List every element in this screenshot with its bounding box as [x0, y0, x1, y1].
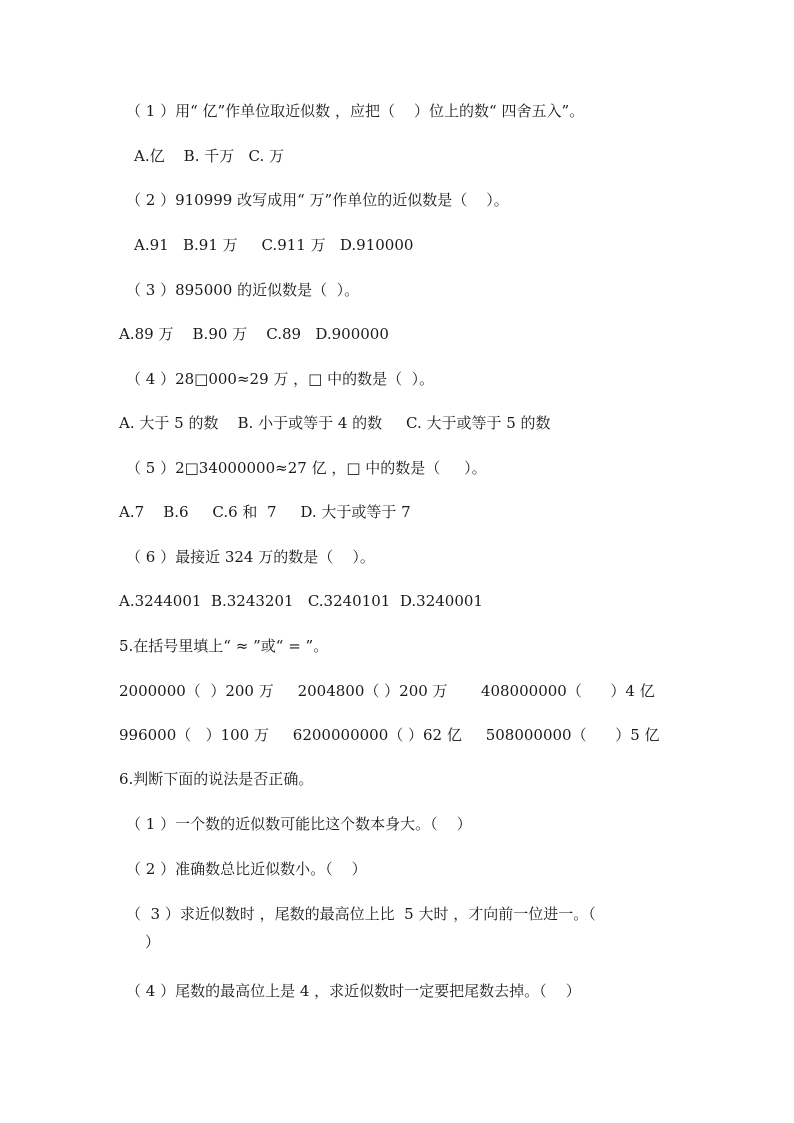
q6-options: A.3244001 B.3243201 C.3240101 D.3240001	[119, 592, 483, 610]
judge-2: （ 2 ）准确数总比近似数小。（ ）	[126, 860, 367, 878]
judge-4: （ 4 ）尾数的最高位上是 4 ，求近似数时一定要把尾数去掉。（ ）	[126, 982, 581, 1000]
q1-options: A.亿 B. 千万 C. 万	[134, 147, 285, 165]
q6-stem: （ 6 ）最接近 324 万的数是（ ）。	[126, 548, 375, 566]
judge-3-cont: ）	[145, 933, 161, 951]
section5-row2: 996000（ ）100 万 6200000000（ ）62 亿 508000000（ ）5 亿	[119, 726, 660, 744]
q4-stem: （ 4 ）28□000≈29 万 ，□ 中的数是（ ）。	[126, 370, 435, 388]
q2-stem: （ 2 ）910999 改写成用“ 万”作单位的近似数是（ ）。	[126, 191, 509, 209]
section6-title: 6.判断下面的说法是否正确。	[119, 770, 314, 788]
q4-options: A. 大于 5 的数 B. 小于或等于 4 的数 C. 大于或等于 5 的数	[119, 414, 551, 432]
judge-1: （ 1 ）一个数的近似数可能比这个数本身大。（ ）	[126, 815, 472, 833]
q1-stem: （ 1 ）用“ 亿”作单位取近似数 ，应把（ ）位上的数“ 四舍五入”。	[126, 102, 585, 120]
judge-3: （ 3 ）求近似数时 ，尾数的最高位上比 5 大时 ，才向前一位进一。（	[126, 905, 596, 923]
q5-stem: （ 5 ）2□34000000≈27 亿 ，□ 中的数是（ ）。	[126, 459, 487, 477]
q3-stem: （ 3 ）895000 的近似数是（ ）。	[126, 281, 360, 299]
q2-options: A.91 B.91 万 C.911 万 D.910000	[134, 236, 414, 254]
section5-row1: 2000000（ ）200 万 2004800（ ）200 万 408000000（ ）4 亿	[119, 682, 655, 700]
q5-options: A.7 B.6 C.6 和 7 D. 大于或等于 7	[119, 503, 411, 521]
section5-title: 5.在括号里填上“ ≈ ”或“ = ”。	[119, 637, 329, 655]
q3-options: A.89 万 B.90 万 C.89 D.900000	[119, 325, 389, 343]
